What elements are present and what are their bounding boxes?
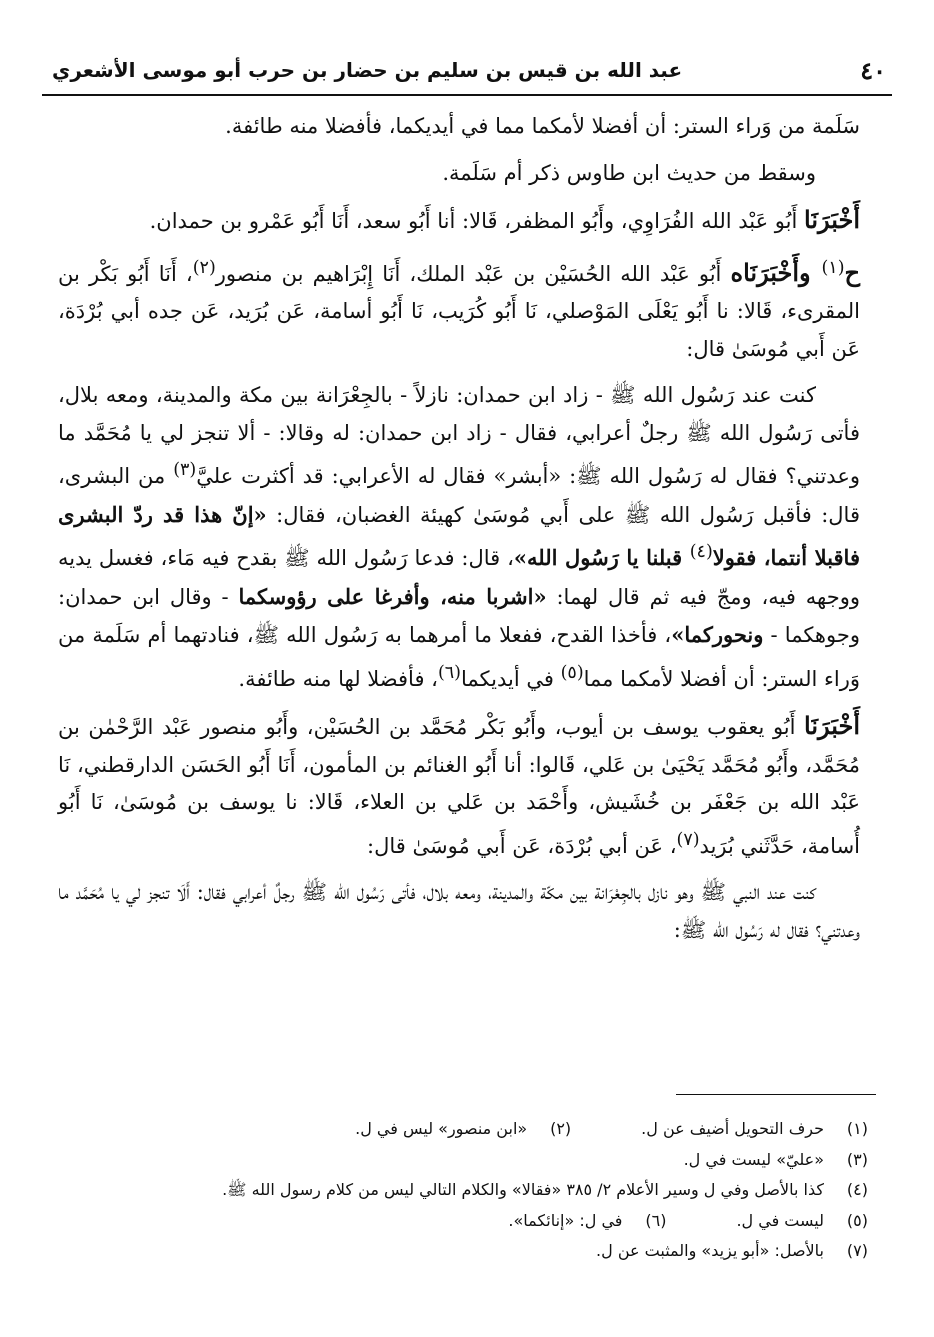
hadith-quote-3: «اشربا منه، وأفرغا على رؤوسكما [238,583,547,609]
footnote-ref-1[interactable]: (١) [821,257,845,278]
main-text [58,108,860,958]
page-header [42,48,892,92]
page-number: ٤٠ [860,56,886,85]
footnote-row [60,1175,868,1206]
footnote-3: (٣) «عليّ» ليست في ل. [683,1149,868,1169]
footnote-row [60,1114,868,1145]
footnote-ref-2[interactable]: (٢) [192,257,216,278]
paragraph-6: أَخْبَرَنَا أَبُو يعقوب يوسف بن أيوب، وأَبُو بَكْر مُحَمَّد بن الحُسَيْن، وأَبُو منصور عَبْد الرَّحْمٰن بن مُحَمَّد، وأَبُو مُحَمَّد يَحْيَىٰ بن عَلي، قَالوا: أنا أَبُو الغنائم بن المأمون، أَنَا أَبُو الحَسَن الدارقطني، نَا عَبْد الله بن جَعْفَر بن خُشَيش، وأَحْمَد بن عَلي بن العلاء، قَالا: نا يوسف بن مُوسَىٰ، نَا أَبُو أُسامة، حَدَّثَني بُرَيد$^{(٧)}$، عَن أبي بُرْدَة، عَن أَبي مُوسَىٰ قال: [58,711,860,858]
footnote-2: (٢) «ابن منصور» ليس في ل. [355,1119,572,1138]
footnotes [60,1114,868,1267]
footnote-row [60,1236,868,1267]
paragraph-1: سَلَمة من وَراء الستر: أن أفضلا لأمكما مما في أيديكما، فأفضلا منه طائفة. [225,114,860,138]
paragraph-5: كنت عند رَسُول الله ﷺ - زاد ابن حمدان: نازلاً - بالجِعْرَانة بين مكة والمدينة، ومعه بلال، فأتى رَسُول الله ﷺ رجلٌ أعرابي، فقال - زاد ابن حمدان: له وقالا: - ألا تنجز لي يا مُحَمَّد ما وعدتني؟ فقال له رَسُول الله ﷺ: «أبشر» فقال له الأعرابي: قد أكثرت عليَّ$^{(٣)}$ من البشرى، قال: فأقبل رَسُول الله ﷺ على أَبي مُوسَىٰ كهيئة الغضبان، فقال: «إنّ هذا قد ردّ البشرى فاقبلا أنتما، فقولا$^{(٤)}$ قبلنا يا رَسُول الله»، قال: فدعا رَسُول الله ﷺ بقدح فيه مَاء، فغسل يديه ووجهه فيه، ومجّ فيه ثم قال لهما: «اشربا منه، وأفرغا على رؤوسكما - وقال ابن حمدان: وجوهكما - ونحوركما»، فأخذا القدح، ففعلا ما أمرهما به رَسُول الله ﷺ، فنادتهما أم سَلَمة من وَراء الستر: أن أفضلا لأمكما مما$^{(٥)}$ في أيديكما$^{(٦)}$، فأفضلا لها منه طائفة. [58,383,860,691]
footnote-7: (٧) بالأصل: «أبو يزيد» والمثبت عن ل. [596,1241,868,1260]
akhbaranah-keyword: وأَخْبَرَنَاه [730,257,822,287]
footnote-ref-6[interactable]: (٦) [437,662,461,683]
paragraph-4: ح$^{(١)}$ وأَخْبَرَنَاه أَبُو عَبْد الله الحُسَيْن بن عَبْد الملك، أَنَا إِبْرَاهيم بن منصور$^{(٢)}$، أَنَا أَبُو بَكْر بن المقرىء، قَالا: نا أَبُو يَعْلَى المَوْصلي، نَا أَبُو كُرَيب، نَا أَبُو أسامة، عَن بُرَيد، عَن جده أبي بُرْدَة، عَن أَبي مُوسَىٰ قال: [58,257,861,361]
hadith-quote-4: ونحوركما» [671,622,764,647]
footnote-ref-4[interactable]: (٤) [689,542,713,562]
hadith-quote-2: قبلنا يا رَسُول الله» [513,545,690,570]
running-title: عبد الله بن قيس بن سليم بن حضار بن حرب أبو موسى الأشعري [52,58,683,82]
paragraph-2: وسقط من حديث ابن طاوس ذكر أم سَلَمة. [442,160,816,185]
header-rule [42,94,892,96]
paragraph-7: كنت عند النبي ﷺ وهو نازل بالجِعْرَانة بين مكّة والمدينة، ومعه بلال، فأتى رَسُول الله ﷺ رجلٌ أعرابي فقال: أَلَا تنجز لي يا مُحَمَّد ما وعدتني؟ فقال له رَسُول الله ﷺ: [58,880,860,942]
footnote-1: (١) حرف التحويل أضيف عن ل. [641,1119,868,1138]
footnote-ref-7[interactable]: (٧) [676,829,700,850]
footnote-ref-3[interactable]: (٣) [173,460,197,480]
footnote-4: (٤) كذا بالأصل وفي ل وسير الأعلام ٢/ ٣٨٥ «فقالا» والكلام التالي ليس من كلام رسول الله ﷺ. [222,1180,868,1199]
footnote-row [60,1145,868,1176]
footnote-5: (٥) ليست في ل. [736,1210,868,1230]
tahwil-mark: ح [844,257,861,287]
akhbarana-keyword: أَخْبَرَنَا [804,711,860,740]
footnote-6: (٦) في ل: «إنائكما». [508,1210,667,1230]
footnote-row [60,1206,868,1237]
hadith-quote-1: «إنّ هذا قد ردّ البشرى فاقبلا أنتما، فقولا [58,501,860,570]
footnotes-rule [676,1094,876,1095]
paragraph-3: أَخْبَرَنَا أَبُو عَبْد الله الفُرَاوِي، وأَبُو المظفر، قَالا: أنا أَبُو سعد، أَنَا أَبُو عَمْرو بن حمدان. [149,205,860,234]
footnote-ref-5[interactable]: (٥) [560,662,584,683]
akhbarana-keyword: أَخْبَرَنَا [804,205,860,234]
